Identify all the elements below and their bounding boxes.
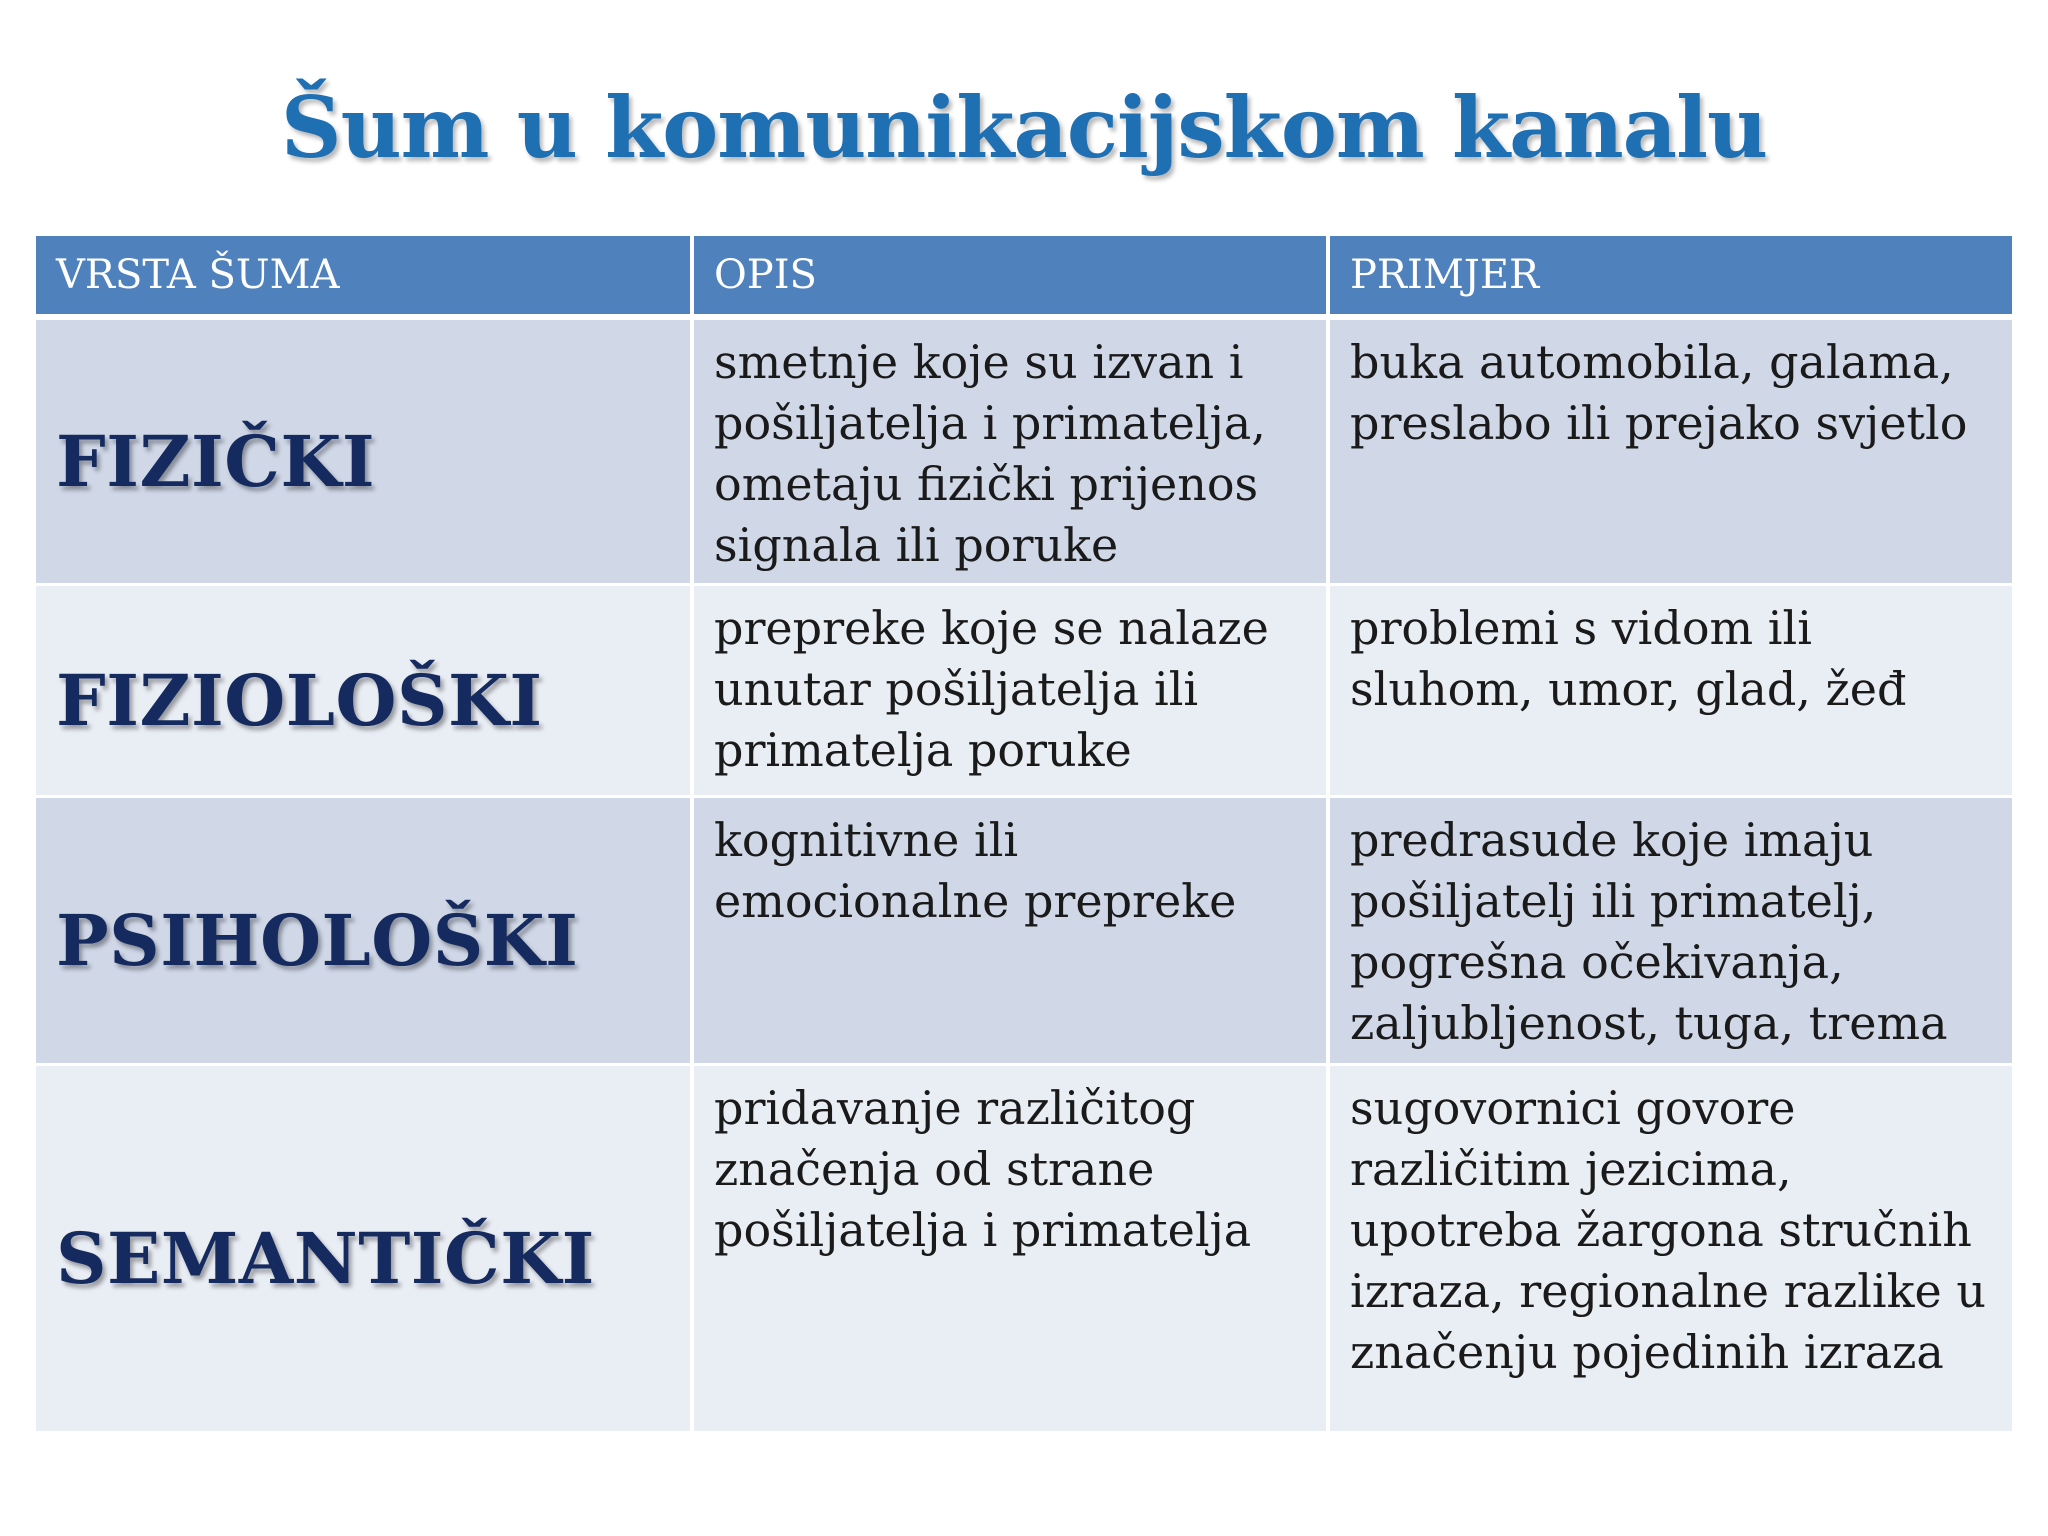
description-cell: pridavanje različitog značenja od strane pošiljatelja i primatelja bbox=[694, 1066, 1330, 1434]
example-cell: predrasude koje imaju pošiljatelj ili primatelj, pogrešna očekivanja, zaljubljenost, tuga, trema bbox=[1330, 798, 2012, 1066]
table-row-fizicki bbox=[36, 320, 2012, 586]
noise-type-label: FIZIČKI bbox=[56, 419, 376, 503]
header-vrsta-suma: VRSTA ŠUMA bbox=[36, 236, 694, 320]
table-header-row bbox=[36, 236, 2012, 320]
description-cell: smetnje koje su izvan i pošiljatelja i primatelja, ometaju fizički prijenos signala ili poruke bbox=[694, 320, 1330, 586]
noise-type-label: FIZIOLOŠKI bbox=[56, 658, 543, 742]
example-cell: buka automobila, galama, preslabo ili prejako svjetlo bbox=[1330, 320, 2012, 586]
example-cell: sugovornici govore različitim jezicima, upotreba žargona stručnih izraza, regionalne razlike u značenju pojedinih izraza bbox=[1330, 1066, 2012, 1434]
table-row-psiholoski bbox=[36, 798, 2012, 1066]
type-cell bbox=[36, 320, 694, 586]
example-cell: problemi s vidom ili sluhom, umor, glad, žeđ bbox=[1330, 586, 2012, 798]
type-cell bbox=[36, 798, 694, 1066]
description-cell: prepreke koje se nalaze unutar pošiljatelja ili primatelja poruke bbox=[694, 586, 1330, 798]
description-cell: kognitivne ili emocionalne prepreke bbox=[694, 798, 1330, 1066]
noise-type-label: PSIHOLOŠKI bbox=[56, 898, 579, 982]
header-primjer: PRIMJER bbox=[1330, 236, 2012, 320]
table-row-semanticki bbox=[36, 1066, 2012, 1434]
header-opis: OPIS bbox=[694, 236, 1330, 320]
table-row-fizioloski bbox=[36, 586, 2012, 798]
noise-types-table bbox=[36, 236, 2012, 1434]
type-cell bbox=[36, 586, 694, 798]
slide-title: Šum u komunikacijskom kanalu bbox=[280, 78, 1768, 177]
type-cell bbox=[36, 1066, 694, 1434]
noise-type-label: SEMANTIČKI bbox=[56, 1216, 595, 1300]
